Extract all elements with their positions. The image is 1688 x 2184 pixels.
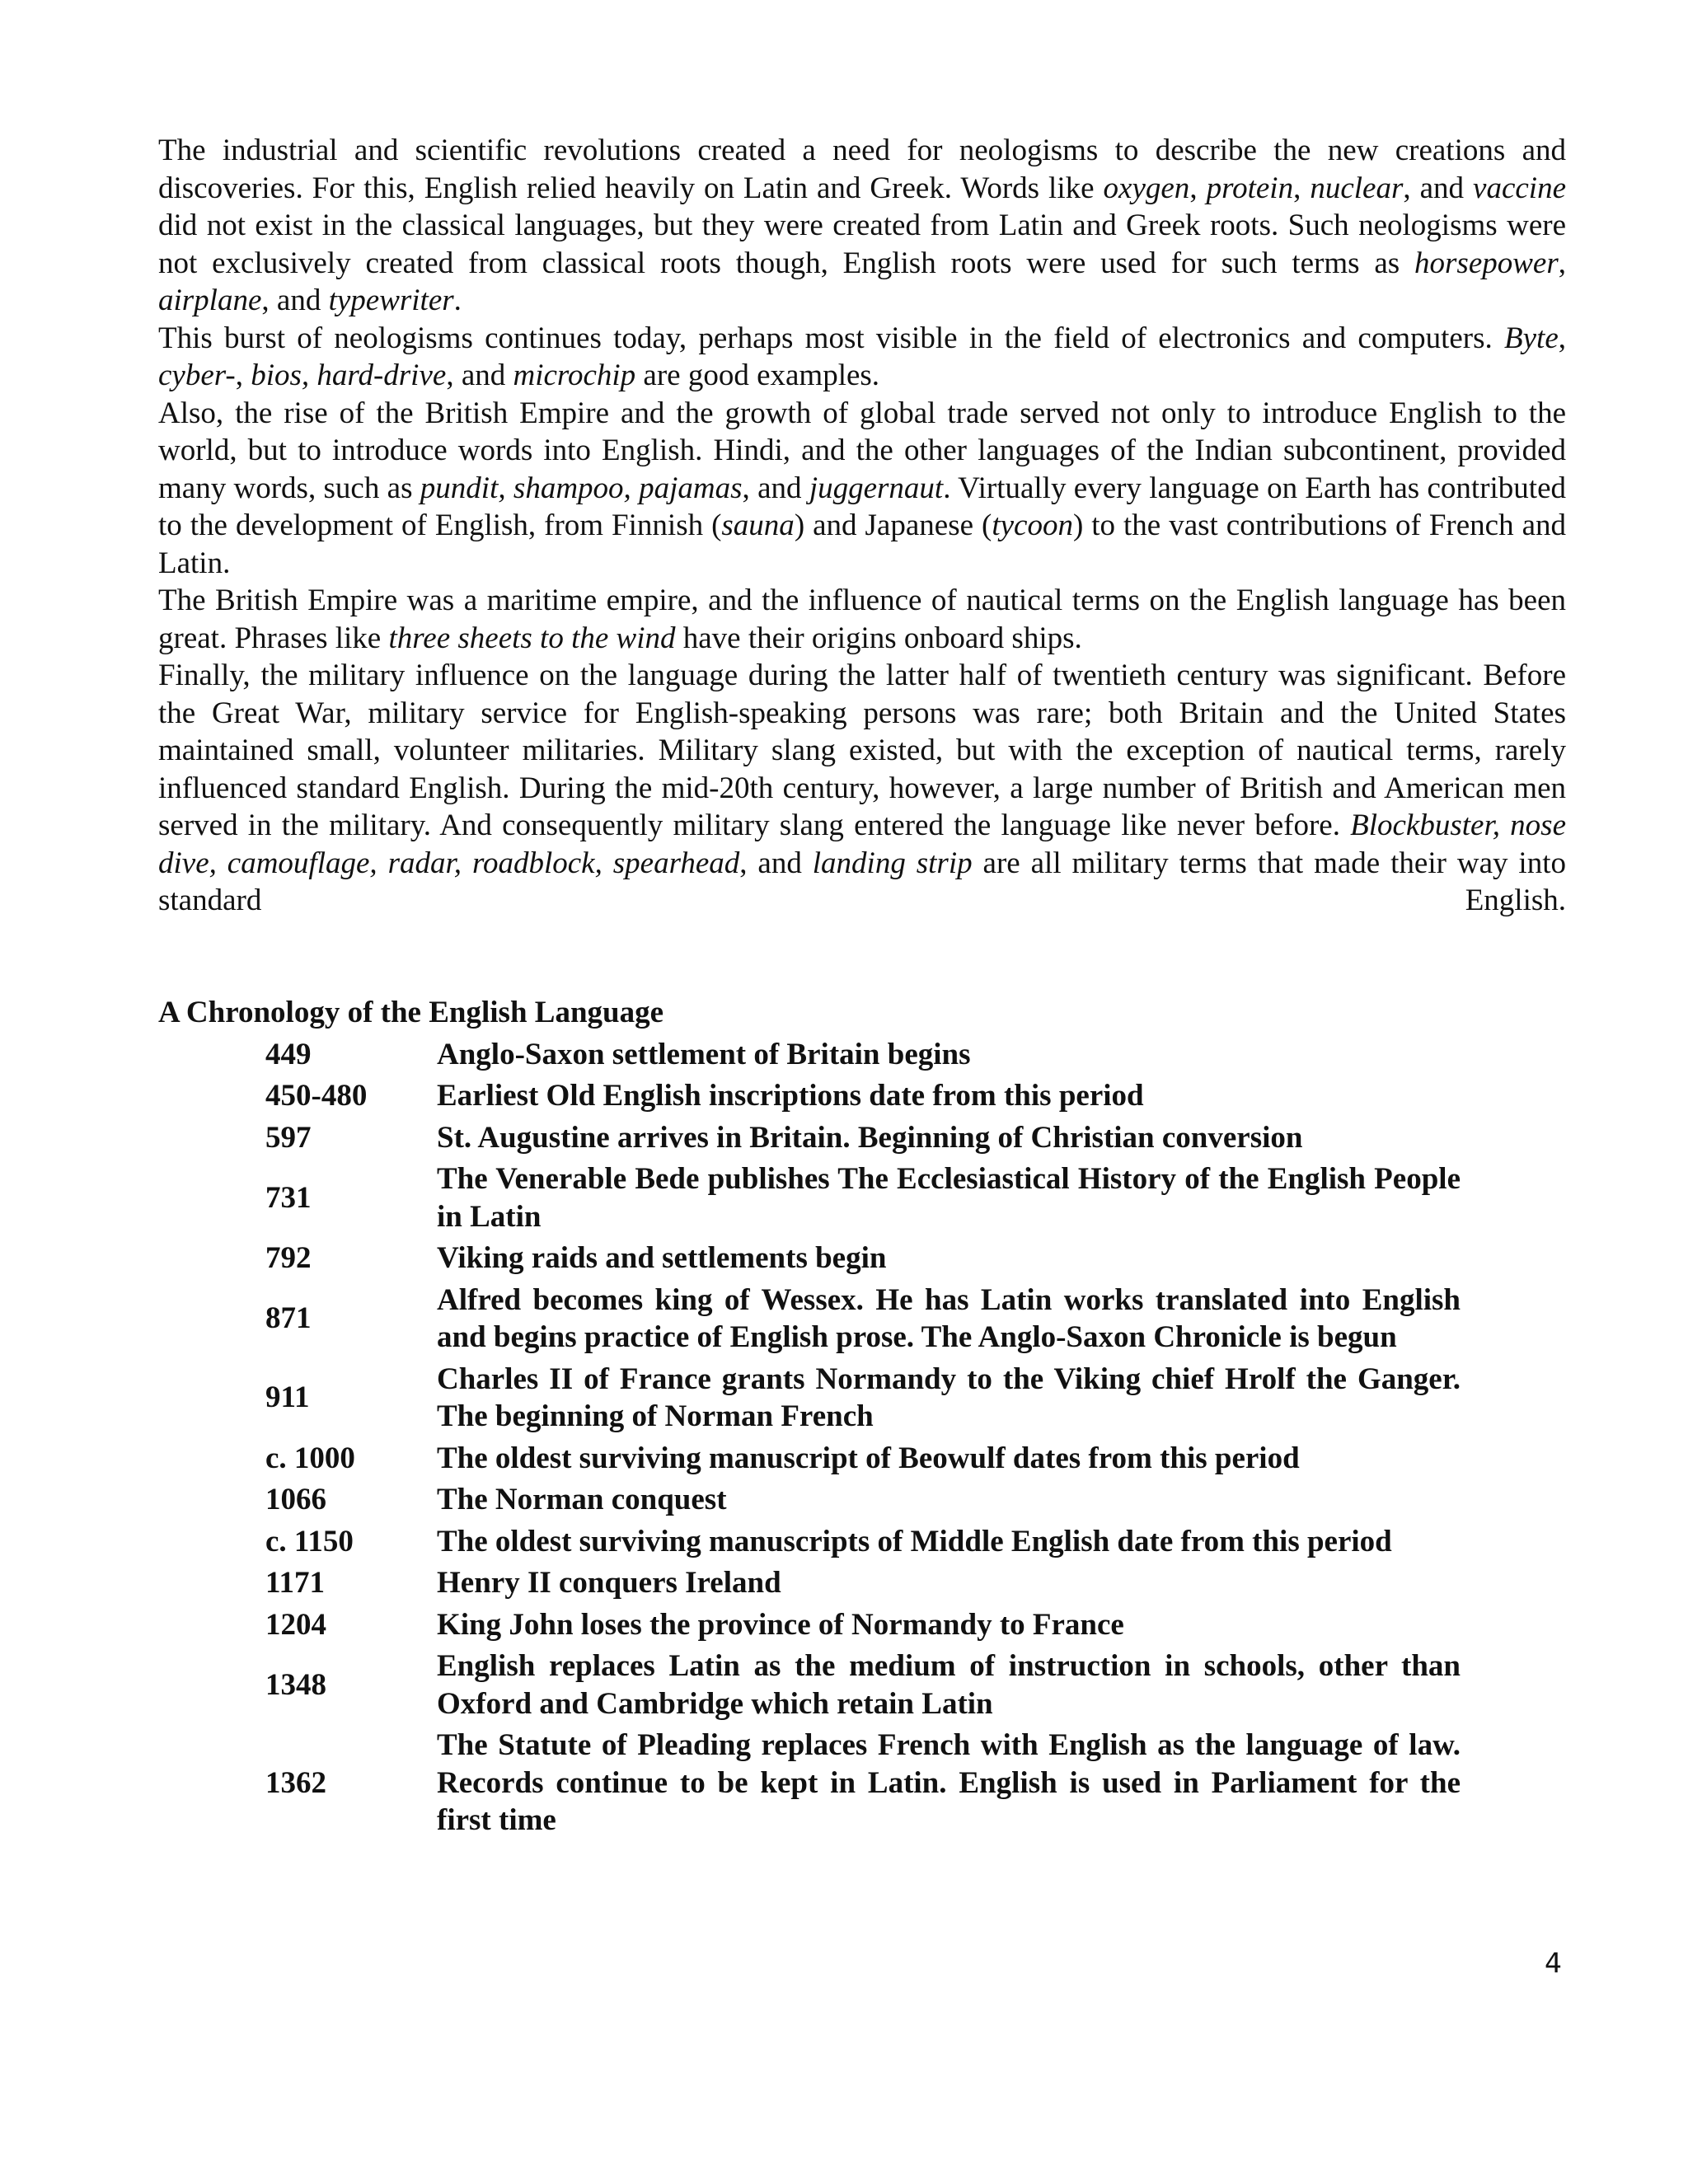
text-run: , xyxy=(1558,246,1566,280)
text-run: , xyxy=(1293,171,1311,205)
chronology-year: 1204 xyxy=(265,1607,326,1642)
italic-term: juggernaut xyxy=(809,471,944,505)
text-run: , xyxy=(1189,171,1207,205)
chronology-year: 871 xyxy=(265,1301,312,1336)
text-run: , xyxy=(235,359,251,392)
chronology-year: 1171 xyxy=(265,1566,325,1600)
paragraph xyxy=(158,320,1566,395)
chronology-year: 450-480 xyxy=(265,1079,368,1113)
italic-term: three sheets to the wind xyxy=(388,621,676,655)
text-run: did not exist in the classical languages, but they were created from Latin and Greek roots. Such neologisms were not exclusively created from classical roots though, English roots were used for such terms as xyxy=(158,209,1566,280)
chronology-event: Viking raids and settlements begin xyxy=(437,1241,887,1275)
page-number: 4 xyxy=(1545,1947,1562,1979)
chronology-table xyxy=(265,1033,1461,1841)
text-run: , and xyxy=(446,359,513,392)
paragraph xyxy=(158,132,1566,320)
chronology-year: 911 xyxy=(265,1380,310,1415)
chronology-year: 1362 xyxy=(265,1765,326,1800)
chronology-event: St. Augustine arrives in Britain. Beginning of Christian conversion xyxy=(437,1120,1303,1155)
italic-term: typewriter xyxy=(328,284,454,317)
chronology-event: Henry II conquers Ireland xyxy=(437,1566,781,1600)
chronology-event: Earliest Old English inscriptions date from this period xyxy=(437,1079,1144,1113)
italic-term: nuclear xyxy=(1310,171,1404,205)
italic-term: microchip xyxy=(513,359,636,392)
chronology-row xyxy=(265,1521,1461,1563)
text-run: , and xyxy=(739,846,813,880)
chronology-row xyxy=(265,1279,1461,1358)
chronology-year: 792 xyxy=(265,1241,312,1275)
chronology-event: English replaces Latin as the medium of instruction in schools, other than Oxford and Cambridge which retain Latin xyxy=(437,1649,1461,1721)
text-run: , and xyxy=(1403,171,1474,205)
italic-term: pundit, shampoo, pajamas xyxy=(420,471,743,505)
body-text xyxy=(158,132,1566,920)
text-run: are all military terms that made their way into standard English. xyxy=(158,846,1566,917)
chronology-year: 1066 xyxy=(265,1483,326,1516)
chronology-year: c. 1150 xyxy=(265,1524,354,1558)
text-run: Also, the rise of the British Empire and the growth of global trade served not only to introduce English to the world, but to introduce words into English. Hindi, and the other languages of the Indian subcontinent, provided many words, such as xyxy=(158,396,1566,505)
text-run: are good examples. xyxy=(635,359,880,392)
paragraph xyxy=(158,657,1566,920)
page-body xyxy=(158,132,1567,1837)
chronology-row xyxy=(265,1117,1461,1159)
chronology-event: The Statute of Pleading replaces French with English as the language of law. Records continue to be kept in Latin. English is used in Parliament for the first time xyxy=(437,1728,1461,1837)
italic-term: horsepower xyxy=(1414,246,1559,280)
italic-term: Blockbuster, nose dive, camouflage, radar, roadblock, spearhead xyxy=(158,808,1566,880)
text-run: ) and Japanese ( xyxy=(794,509,992,542)
chronology-event: Charles II of France grants Normandy to the Viking chief Hrolf the Ganger. The beginning of Norman French xyxy=(437,1361,1461,1433)
text-run: , and xyxy=(261,284,329,317)
text-run: . xyxy=(453,284,462,317)
text-run: ) to the vast contributions of French and Latin. xyxy=(158,509,1567,580)
text-run: , xyxy=(1558,321,1566,355)
italic-term: cyber- xyxy=(158,359,236,392)
chronology-event: Anglo-Saxon settlement of Britain begins xyxy=(437,1037,971,1071)
chronology-year: 1348 xyxy=(265,1667,326,1702)
chronology-row xyxy=(265,1238,1461,1280)
italic-term: airplane xyxy=(158,284,262,317)
text-run: , and xyxy=(742,471,809,505)
paragraph xyxy=(158,582,1566,657)
chronology-event: King John loses the province of Normandy to France xyxy=(437,1607,1124,1642)
chronology-year: 449 xyxy=(265,1037,312,1071)
text-run: The British Empire was a maritime empire, and the influence of nautical terms on the English language has been great. Phrases like xyxy=(158,583,1566,655)
italic-term: vaccine xyxy=(1473,171,1566,205)
chronology-row xyxy=(265,1076,1461,1118)
chronology-year: c. 1000 xyxy=(265,1441,355,1475)
italic-term: oxygen xyxy=(1103,171,1190,205)
text-run: This burst of neologisms continues today, perhaps most visible in the field of electronics and computers. xyxy=(158,321,1505,355)
chronology-row xyxy=(265,1604,1461,1646)
chronology-row xyxy=(265,1563,1461,1605)
text-run: The industrial and scientific revolutions created a need for neologisms to describe the new creations and discoveries. For this, English relied heavily on Latin and Greek. Words like xyxy=(158,134,1566,205)
chronology-event: The Venerable Bede publishes The Ecclesiastical History of the English People in Latin xyxy=(437,1162,1461,1234)
chronology-title: A Chronology of the English Language xyxy=(158,996,664,1029)
italic-term: sauna xyxy=(721,509,795,542)
text-run: Finally, the military influence on the language during the latter half of twentieth century was significant. Before the Great War, military service for English-speaking persons was rare; both Britain and the United States maintained small, volunteer militaries. Military slang existed, but with the exception of nautical terms, rarely influenced standard English. During the mid-20th century, however, a large number of British and American men served in the military. And consequently military slang entered the language like never before. xyxy=(158,658,1566,842)
chronology-year: 731 xyxy=(265,1180,312,1215)
italic-term: landing strip xyxy=(812,846,973,880)
chronology-event: The oldest surviving manuscripts of Middle English date from this period xyxy=(437,1524,1392,1558)
chronology-event: The Norman conquest xyxy=(437,1483,727,1516)
text-run: . Virtually every language on Earth has contributed to the development of English, from Finnish ( xyxy=(158,471,1566,542)
text-run: have their origins onboard ships. xyxy=(675,621,1082,655)
chronology-row xyxy=(265,1033,1461,1076)
chronology-event: Alfred becomes king of Wessex. He has Latin works translated into English and begins practice of English prose. The Anglo-Saxon Chronicle is begun xyxy=(437,1282,1461,1354)
chronology-event: The oldest surviving manuscript of Beowulf dates from this period xyxy=(437,1441,1300,1475)
chronology-row xyxy=(265,1358,1461,1437)
chronology-row xyxy=(265,1479,1461,1521)
chronology-rows xyxy=(265,1033,1461,1841)
italic-term: protein xyxy=(1206,171,1294,205)
chronology-row xyxy=(265,1725,1461,1842)
paragraph xyxy=(158,395,1566,583)
italic-term: Byte xyxy=(1504,321,1559,355)
italic-term: bios, hard-drive xyxy=(251,359,447,392)
chronology-year: 597 xyxy=(265,1120,312,1155)
chronology-row xyxy=(265,1437,1461,1479)
italic-term: tycoon xyxy=(992,509,1073,542)
chronology-row xyxy=(265,1159,1461,1238)
chronology-row xyxy=(265,1646,1461,1725)
